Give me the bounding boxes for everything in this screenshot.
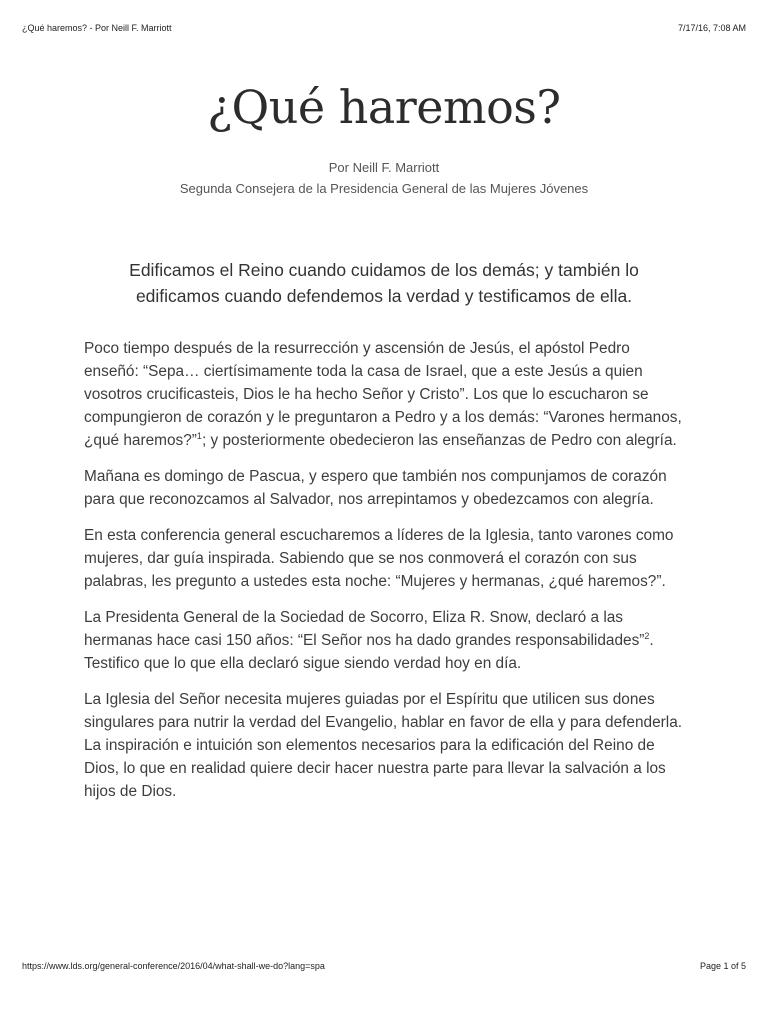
paragraph-5: La Iglesia del Señor necesita mujeres guiadas por el Espíritu que utilicen sus dones singulares para nutrir la verdad del Evangelio, hablar en favor de ella y para defenderla. La inspiración e intuición son elementos necesarios para la edificación del Reino de Dios, lo que en realidad quiere decir hacer nuestra parte para llevar la salvación a los hijos de Dios. (84, 691, 683, 800)
paragraph-1-text-a: Poco tiempo después de la resurrección y ascensión de Jesús, el apóstol Pedro enseñó: “Sepa… ciertísimamente toda la casa de Israel, que a este Jesús a quien vosotros crucificasteis, Dios le ha hecho Señor y Cristo”. Los que lo escucharon se compungieron de corazón y le preguntaron a Pedro y a los demás: “Varones hermanos, ¿qué haremos?” (84, 340, 682, 449)
article-kicker: Edificamos el Reino cuando cuidamos de los demás; y también lo edificamos cuando defendemos la verdad y testificamos de ella. (129, 260, 639, 306)
footnote-1-link[interactable]: 1 (196, 430, 202, 441)
paragraph-4-text-a: La Presidenta General de la Sociedad de Socorro, Eliza R. Snow, declaró a las hermanas hace casi 150 años: “El Señor nos ha dado grandes responsabilidades” (84, 609, 645, 649)
print-header (22, 23, 746, 33)
article-author: Por Neill F. Marriott (328, 160, 440, 175)
paragraph-2: Mañana es domingo de Pascua, y espero que también nos compunjamos de corazón para que reconozcamos al Salvador, nos arrepintamos y obedezcamos con alegría. (84, 468, 667, 508)
print-header-datetime: 7/17/16, 7:08 AM (677, 23, 746, 33)
paragraph-4-text-b: . Testifico que lo que ella declaró sigue siendo verdad hoy en día. (84, 632, 654, 672)
paragraph-1-text-b: ; y posteriormente obedecieron las enseñanzas de Pedro con alegría. (201, 432, 677, 449)
paragraph-4 (84, 606, 687, 675)
print-footer (22, 961, 746, 971)
print-footer-url[interactable]: https://www.lds.org/general-conference/2016/04/what-shall-we-do?lang=spa (22, 961, 325, 971)
paragraph-3: En esta conferencia general escucharemos a líderes de la Iglesia, tanto varones como mujeres, dar guía inspirada. Sabiendo que se nos conmoverá el corazón con sus palabras, les pregunto a ustedes esta noche: “Mujeres y hermanas, ¿qué haremos?”. (84, 527, 674, 590)
article-title: ¿Qué haremos? (207, 80, 561, 134)
article-body (84, 337, 687, 816)
print-header-title: ¿Qué haremos? - Por Neill F. Marriott (22, 23, 172, 33)
print-footer-page-number: Page 1 of 5 (699, 961, 746, 971)
paragraph-1 (84, 337, 687, 452)
author-role: Segunda Consejera de la Presidencia General de las Mujeres Jóvenes (179, 181, 589, 196)
footnote-2-link[interactable]: 2 (644, 630, 650, 641)
